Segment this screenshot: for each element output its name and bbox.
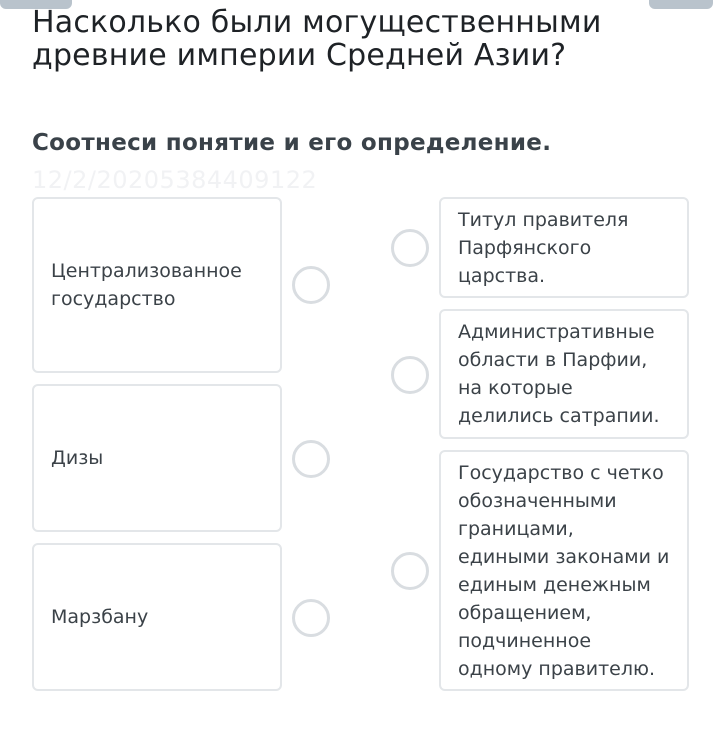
term-label: Марзбану xyxy=(51,606,149,628)
definition-card-state[interactable] xyxy=(439,450,689,691)
question-title: Насколько были могущественными древние империи Средней Азии? xyxy=(32,5,602,73)
term-card-marzbanu[interactable] xyxy=(32,543,282,691)
definition-radio-3[interactable] xyxy=(391,552,429,590)
term-radio-2[interactable] xyxy=(292,440,330,478)
definition-label: Административные области в Парфии, на которые делились сатрапии. xyxy=(458,321,660,427)
definition-card-admin-regions[interactable] xyxy=(439,309,689,439)
term-label: Дизы xyxy=(51,447,104,469)
definition-radio-2[interactable] xyxy=(391,356,429,394)
watermark-code: 12/2/20205384409122 xyxy=(32,166,318,194)
term-radio-3[interactable] xyxy=(292,599,330,637)
definition-label: Титул правителя Парфянского царства. xyxy=(458,209,629,287)
definition-label: Государство с четко обозначенными границами, едиными законами и единым денежным обращением, подчиненное одному правителю. xyxy=(458,462,670,680)
definition-radio-1[interactable] xyxy=(391,229,429,267)
term-card-dizy[interactable] xyxy=(32,384,282,532)
term-label: Централизованное государство xyxy=(51,260,242,310)
term-radio-1[interactable] xyxy=(292,266,330,304)
term-card-centralized-state[interactable] xyxy=(32,197,282,373)
definition-card-ruler-title[interactable] xyxy=(439,197,689,298)
task-instruction: Соотнеси понятие и его определение. xyxy=(32,130,552,156)
